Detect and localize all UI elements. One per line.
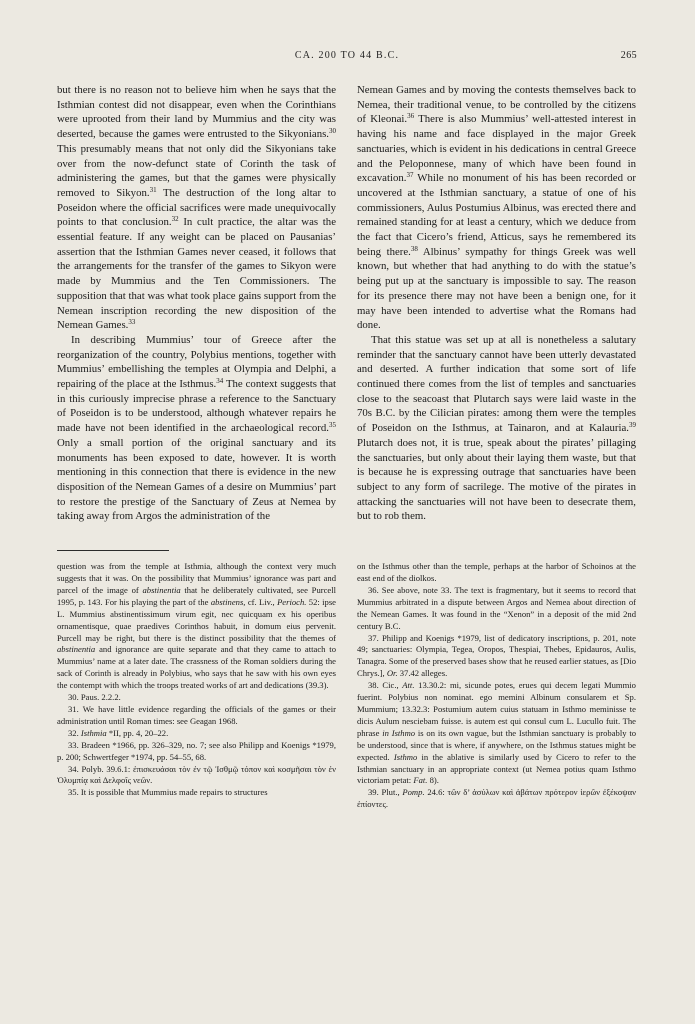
body-paragraph: That this statue was set up at all is nonetheless a salutary reminder that the sanctuary cannot have been utterly devastated and deserted. A further indication that some sort of life continued there comes from the list of temples and sanctuaries close to the seacoast that Plutarch says were laid waste in the 70s B.C. by the Cilician pirates: among them were the temples of Poseidon on the Isthmus, at Tainaron, and at Kalauria.$^{39}$ Plutarch does not, it is true, speak about the pirates’ pillaging the sanctuaries, but only about their laying them waste, but that is because he is expressing outrage that sanctuaries have been subject to any form of sacrilege. The motive of the pirates in attacking the sanctuaries will not have been to desecrate them, but to rob them.: [357, 333, 636, 523]
footnote: 30. Paus. 2.2.2.: [68, 692, 121, 703]
main-left-column: [57, 83, 336, 524]
body-paragraph: but there is no reason not to believe him when he says that the Isthmian contest did not disappear, even when the Corinthians were uprooted from their land by Mummius and the city was deserted, because the games were entrusted to the Sikyonians.$^{30}$ This presumably means that not only did the Sikyonians take over from the now-defunct state of Corinth the task of administering the games, but that the games were physically removed to Sikyon.$^{31}$ The destruction of the long altar to Poseidon where the official sacrifices were made unequivocally points to that conclusion.$^{32}$ In cult practice, the altar was the essential feature. If any weight can be placed on Pausanias’ assertion that the Isthmian Games never ceased, it follows that the arrangements for the transfer of the games to Sikyon were made by Mummius and the Ten Commissioners. The supposition that that was what took place gains support from the Nemean inscription recording the new disposition of the Nemean Games.$^{33}$: [57, 84, 337, 332]
footnote: 35. It is possible that Mummius made repairs to structures: [68, 787, 268, 798]
footnotes: [57, 561, 637, 811]
footnote: 34. Polyb. 39.6.1: ἐπισκευάσαι τὸν ἐν τῷ Ἰσθμῷ τόπον καὶ κοσμῆσαι τὸν ἐν Ὀλυμπίᾳ καὶ Δελφοῖς νεῶν.: [57, 763, 336, 786]
page-number: 265: [620, 50, 637, 61]
footnote: 31. We have little evidence regarding the officials of the games or their administration until Roman times: see Geagan 1968.: [57, 703, 336, 726]
footnote: 36. See above, note 33. The text is fragmentary, but it seems to record that Mummius arbitrated in a dispute between Argos and Nemea about direction of the Nemean Games. It was found in the “Xenon” in a deposit of the mid 2nd century B.C.: [357, 584, 636, 631]
footnote-continuation: question was from the temple at Isthmia, although the context very much suggests that it was. On the possibility that Mummius’ ignorance was part and parcel of the image of abstinentia that he deliberately cultivated, see Purcell 1995, p. 143. For his playing the part of the abstinens, cf. Liv., Perioch. 52: ipse L. Mummius abstinentissimum virum egit, nec quicquam ex his operibus ornamentisque, quae praedives Corinthos habuit, in domum eius pervenit. Purcell may be right, but there is the distinct possibility that the themes of abstinentia and ignorance are quite separate and that they came to attach to Mummius’ name at a later date. The crassness of the Roman soldiers during the sack of Corinth is already in Polybius, who says that he saw with his own eyes the contempt with which the troops treated works of art and dedications (39.3).: [57, 561, 337, 691]
main-text: [57, 83, 637, 524]
running-head: CA. 200 TO 44 B.C.: [294, 50, 400, 61]
body-paragraph: In describing Mummius’ tour of Greece after the reorganization of the country, Polybius mentions, together with Mummius’ embellishing the temples at Olympia and Delphi, a repairing of the place at the Isthmus.$^{34}$ The context suggests that in this curiously imprecise phrase a reference to the Sanctuary of Poseidon is to be understood, although whatever repairs he made have not been identified in the archaeological record.$^{35}$ Only a small portion of the original sanctuary and its monuments has been exposed to date, however. It is worth mentioning in this connection that there is evidence in the new disposition of the Nemean Games of a desire on Mummius’ part to restore the prestige of the Sanctuary of Zeus at Nemea by taking away from Argos the administration of the: [57, 333, 337, 523]
footnote-separator-rule: [57, 550, 169, 551]
footnote: 33. Bradeen *1966, pp. 326–329, no. 7; see also Philipp and Koenigs *1979, p. 200; Schwertfeger *1974, pp. 54–55, 68.: [57, 739, 336, 762]
footnote: 37. Philipp and Koenigs *1979, list of dedicatory inscriptions, p. 201, note 49; sanctuaries: Olympia, Tegea, Oropos, Thespiai, Thebes, Epidauros, Aulis, Tanagra. Some of the preserved bases show that he reused earlier statues, as [Dio Chrys.], Or. 37.42 alleges.: [357, 632, 636, 679]
footnote: 32. Isthmia *II, pp. 4, 20–22.: [68, 727, 169, 738]
main-right-column: [357, 83, 636, 524]
footnote: 38. Cic., Att. 13.30.2: mi, sicunde potes, erues qui decem legati Mummio fuerint. Polybius non nominat. ego memini Albinum consularem et Sp. Mummium; 13.32.3: Postumium autem cuius statuam in Isthmo meminisse te dicis Aulum nesciebam fuisse. is autem est qui consul cum L. Lucullo fuit. The phrase in Isthmo is on its own vague, but the Isthmian sanctuary is probably to be understood, since that is where, if anywhere, on the Isthmus statues might be expected. Isthmo in the ablative is similarly used by Cicero to refer to the Isthmian sanctuary in an appropriate context (ut Nemea potius quam Isthmo victoriam petat: Fat. 8).: [357, 680, 637, 786]
footnote-continuation: on the Isthmus other than the temple, perhaps at the harbor of Schoinos at the east end of the diolkos.: [357, 561, 636, 583]
footnotes-right-column: [357, 561, 636, 811]
page-header: [57, 50, 637, 63]
body-paragraph: Nemean Games and by moving the contests themselves back to Nemea, their traditional venue, to be controlled by the citizens of Kleonai.$^{36}$ There is also Mummius’ well-attested interest in having his name and face displayed in the major Greek sanctuaries, which is evident in his dedications in central Greece and the Peloponnese, many of which have been found in excavation.$^{37}$ While no monument of his has been recorded or uncovered at the Isthmian sanctuary, a statue of one of his commissioners, Aulus Postumius Albinus, was erected there and remained standing for at least a century, which we deduce from the fact that Cicero’s friend, Atticus, says he remembered its being there.$^{38}$ Albinus’ sympathy for things Greek was well known, but whether that had anything to do with the statue’s being put up at the sanctuary is impossible to say. The reason for its presence there may not have been a benign one, for it may have been intended to advertise what the Romans had done.: [357, 84, 636, 332]
footnotes-left-column: [57, 561, 336, 811]
footnote: 39. Plut., Pomp. 24.6: τῶν δ’ ἀσύλων καὶ ἀβάτων πρότερον ἱερῶν ἐξέκοψαν ἐπίοντες.: [357, 787, 636, 810]
